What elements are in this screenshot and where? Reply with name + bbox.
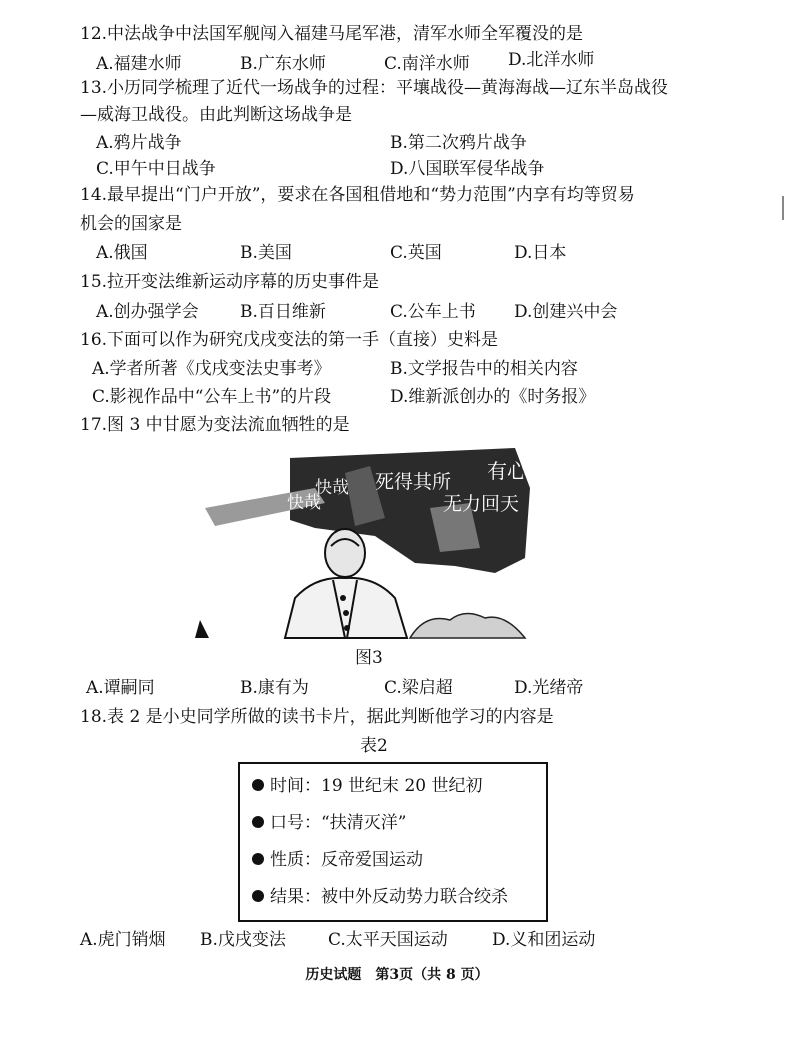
scan-edge-mark [782,196,784,220]
q17-option-b: B.康有为 [240,678,309,698]
question-13-stem-line2: —威海卫战役。由此判断这场战争是 [80,105,352,125]
q14-option-a: A.俄国 [96,243,148,263]
banner-text-1: 有心杀贼 [487,459,567,483]
q14-option-d: D.日本 [514,243,567,263]
figure-head [325,529,365,577]
q13-option-d: D.八国联军侵华战争 [390,159,545,179]
banner-text-3: 死得其所 [375,471,452,493]
q12-option-a: A.福建水师 [96,54,182,74]
q14-option-c: C.英国 [390,243,442,263]
q17-option-a: A.谭嗣同 [86,678,155,698]
card-row-result: 结果：被中外反动势力联合绞杀 [252,885,508,909]
q16-option-b: B.文学报告中的相关内容 [390,359,578,379]
banner-text-4: 快哉 [315,478,349,498]
bullet-icon [252,816,264,828]
q18-option-d: D.义和团运动 [492,930,596,950]
card-row-time: 时间：19 世纪末 20 世纪初 [252,774,482,798]
card-row-nature: 性质：反帝爱国运动 [252,848,423,872]
q17-option-c: C.梁启超 [384,678,453,698]
q13-option-c: C.甲午中日战争 [96,159,216,179]
reading-card-table [238,762,548,922]
figure-3-caption: 图3 [355,648,383,668]
question-16-stem: 16.下面可以作为研究戊戌变法的第一手（直接）史料是 [80,330,499,350]
q15-option-d: D.创建兴中会 [514,302,618,322]
q16-option-a: A.学者所著《戊戌变法史事考》 [92,359,331,379]
question-17-stem: 17.图 3 中甘愿为变法流血牺牲的是 [80,415,350,435]
question-18-stem: 18.表 2 是小史同学所做的读书卡片，据此判断他学习的内容是 [80,707,554,727]
q12-option-d: D.北洋水师 [508,50,595,70]
q18-option-a: A.虎门销烟 [80,930,166,950]
question-14-stem-line2: 机会的国家是 [80,214,182,234]
q16-option-c: C.影视作品中“公车上书”的片段 [92,387,332,407]
q13-option-b: B.第二次鸦片战争 [390,133,527,153]
question-15-stem: 15.拉开变法维新运动序幕的历史事件是 [80,272,380,292]
banner-text-5: 快哉 [287,493,321,513]
q15-option-b: B.百日维新 [240,302,326,322]
q17-option-d: D.光绪帝 [514,678,584,698]
tan-sitong-woodcut [195,448,567,638]
q13-option-a: A.鸦片战争 [96,133,182,153]
q15-option-c: C.公车上书 [390,302,476,322]
table-2-caption: 表2 [360,736,388,756]
bullet-icon [252,890,264,902]
figure-3-illustration [195,448,567,638]
q14-option-b: B.美国 [240,243,292,263]
bullet-icon [252,853,264,865]
question-12-stem: 12.中法战争中法国军舰闯入福建马尾军港，清军水师全军覆没的是 [80,24,584,44]
q18-option-c: C.太平天国运动 [328,930,448,950]
q15-option-a: A.创办强学会 [96,302,199,322]
banner-text-2: 无力回天 [443,493,520,515]
question-14-stem-line1: 14.最早提出“门户开放”，要求在各国租借地和“势力范围”内享有均等贸易 [80,185,635,205]
q18-option-b: B.戊戌变法 [200,930,286,950]
card-row-slogan: 口号：“扶清灭洋” [252,811,406,835]
page-footer: 历史试题 第3页（共 8 页） [305,967,489,983]
q16-option-d: D.维新派创办的《时务报》 [390,387,596,407]
bullet-icon [252,779,264,791]
q12-option-c: C.南洋水师 [384,54,470,74]
question-13-stem-line1: 13.小历同学梳理了近代一场战争的过程：平壤战役—黄海海战—辽东半岛战役 [80,78,669,98]
q12-option-b: B.广东水师 [240,54,326,74]
rocks [410,613,525,638]
